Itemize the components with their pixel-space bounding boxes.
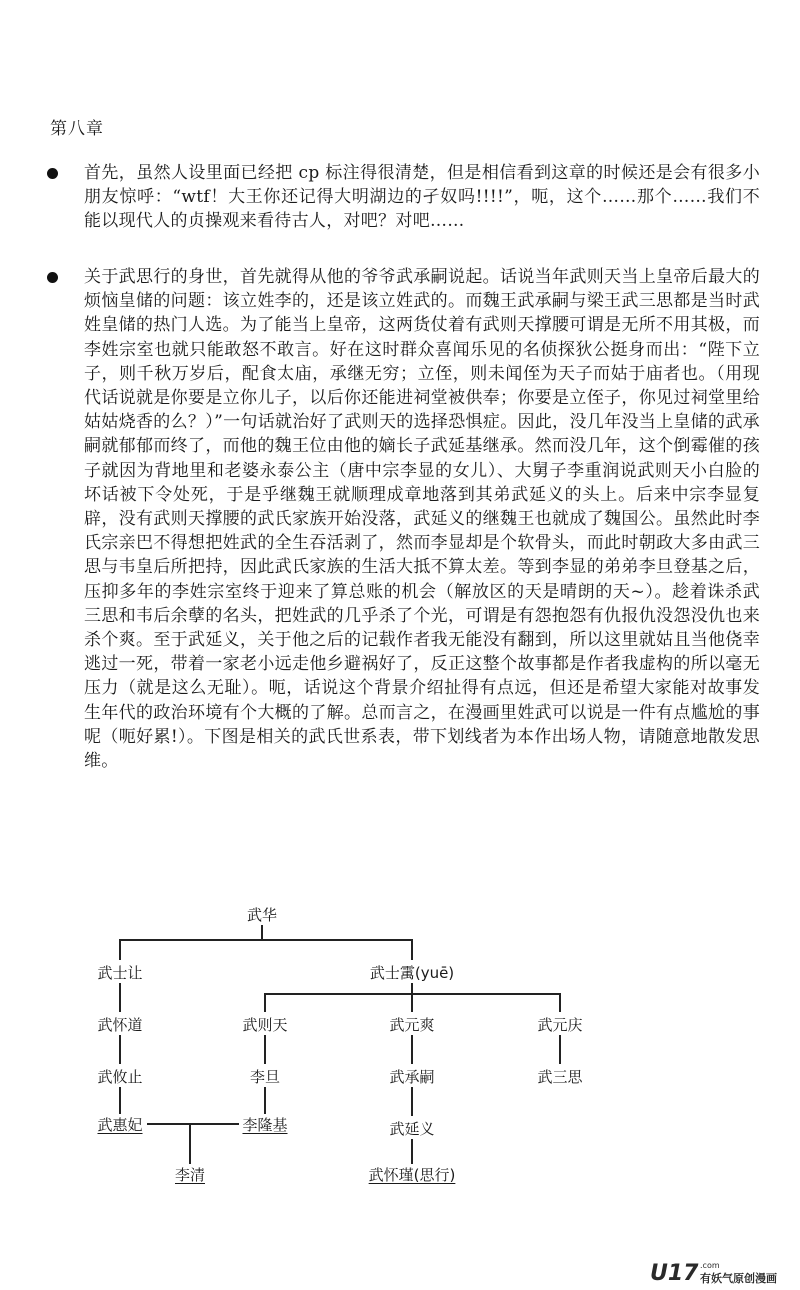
tree-node-wushiyue: 武士䨞(yuē) — [369, 964, 455, 982]
tree-node-wuzetian: 武则天 — [242, 1016, 288, 1034]
chapter-title: 第八章 — [50, 119, 104, 139]
tree-node-wuhuifei: 武惠妃 — [97, 1116, 143, 1134]
tree-node-wuyuanshuang: 武元爽 — [389, 1016, 435, 1034]
tree-node-liqing: 李清 — [174, 1166, 206, 1184]
tree-node-root: 武华 — [246, 906, 278, 924]
tree-node-wuyuanqing: 武元庆 — [537, 1016, 583, 1034]
u17-logo — [650, 1258, 790, 1286]
bullet-icon — [47, 168, 58, 179]
tree-node-wusansi: 武三思 — [537, 1068, 583, 1086]
tree-node-wuchengsi: 武承嗣 — [389, 1068, 435, 1086]
family-tree — [0, 900, 800, 1200]
paragraph-intro: 首先，虽然人设里面已经把 cp 标注得很清楚，但是相信看到这章的时候还是会有很多小朋友惊呼：“wtf！大王你还记得大明湖边的孑奴吗!!!!”，呃，这个……那个……我们不能以现代人的贞操观来看待古人，对吧？对吧…… — [84, 163, 760, 232]
bullet-icon — [47, 272, 58, 283]
logo-slogan: 有妖气原创漫画 — [700, 1272, 777, 1285]
tree-node-wuhuaidao: 武怀道 — [97, 1016, 143, 1034]
tree-node-wuyouzhi: 武攸止 — [97, 1068, 143, 1086]
tree-node-wuyanyi: 武延义 — [389, 1120, 435, 1138]
tree-node-wushirang: 武士让 — [97, 964, 143, 982]
logo-domain: .com — [700, 1261, 720, 1270]
tree-node-wuhuaijin: 武怀瑾(思行) — [368, 1166, 456, 1184]
logo-mark: U17 — [650, 1261, 699, 1286]
paragraph-background: 关于武思行的身世，首先就得从他的爷爷武承嗣说起。话说当年武则天当上皇帝后最大的烦恼皇储的问题：该立姓李的，还是该立姓武的。而魏王武承嗣与梁王武三思都是当时武姓皇储的热门人选。为了能当上皇帝，这两货仗着有武则天撑腰可谓是无所不用其极，而李姓宗室也就只能敢怒不敢言。好在这时群众喜闻乐见的名侦探狄公挺身而出：“陛下立子，则千秋万岁后，配食太庙，承继无穷；立侄，则未闻侄为天子而姑于庙者也。（用现代话说就是你要是立你儿子，以后你还能进祠堂被供奉；你要是立侄子，你见过祠堂里给姑姑烧香的么？）”一句话就治好了武则天的选择恐惧症。因此，没几年没当上皇储的武承嗣就郁郁而终了，而他的魏王位由他的嫡长子武延基继承。然而没几年，这个倒霉催的孩子就因为背地里和老婆永泰公主（唐中宗李显的女儿）、大舅子李重润说武则天小白脸的坏话被下令处死，于是乎继魏王就顺理成章地落到其弟武延义的头上。后来中宗李显复辟，没有武则天撑腰的武氏家族开始没落，武延义的继魏王也就成了魏国公。虽然此时李氏宗亲巴不得想把姓武的全生吞活剥了，然而李显却是个软骨头，而此时朝政大多由武三思与韦皇后所把持，因此武氏家族的生活大抵不算太差。等到李显的弟弟李旦登基之后，压抑多年的李姓宗室终于迎来了算总账的机会（解放区的天是晴朗的天~）。趁着诛杀武三思和韦后余孽的名头，把姓武的几乎杀了个光，可谓是有怨抱怨有仇报仇没怨没仇也来杀个爽。至于武延义，关于他之后的记载作者我无能没有翻到，所以这里就姑且当他侥幸逃过一死，带着一家老小远走他乡避祸好了，反正这整个故事都是作者我虚构的所以毫无压力（就是这么无耻）。呃，话说这个背景介绍扯得有点远，但还是希望大家能对故事发生年代的政治环境有个大概的了解。总而言之，在漫画里姓武可以说是一件有点尴尬的事呢（呃好累!）。下图是相关的武氏世系表，带下划线者为本作出场人物，请随意地散发思维。 — [84, 267, 760, 772]
tree-node-lilongji: 李隆基 — [242, 1116, 288, 1134]
tree-node-lidan: 李旦 — [249, 1068, 281, 1086]
